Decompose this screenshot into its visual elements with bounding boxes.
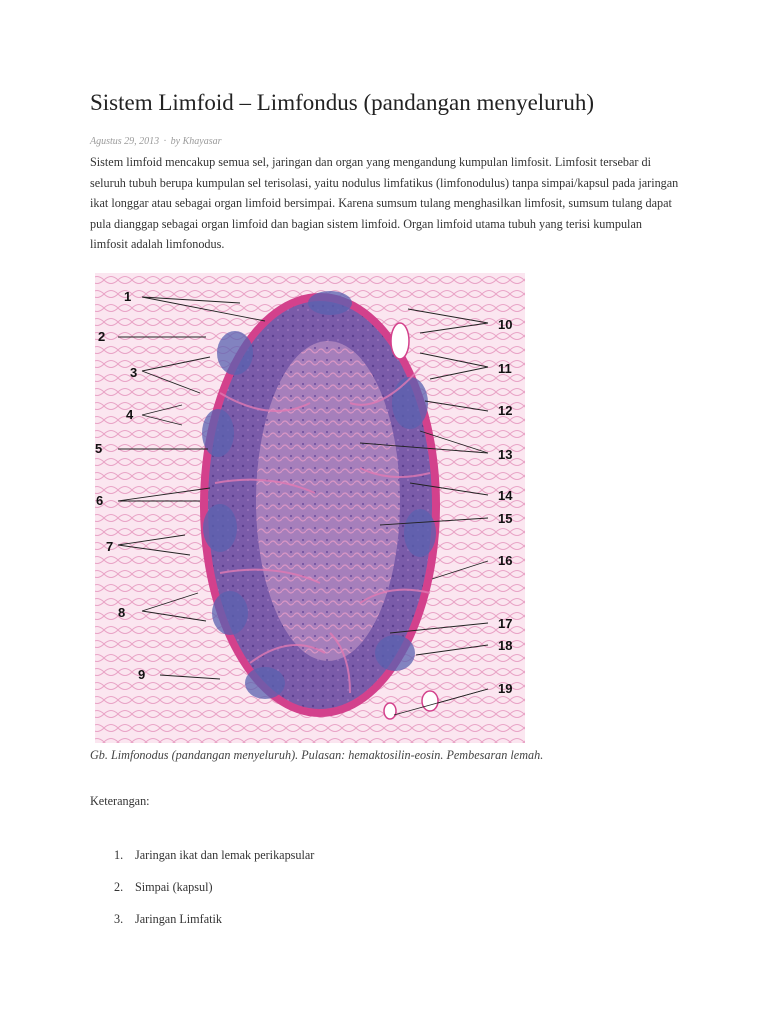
figure-label-3: 3 <box>130 365 138 380</box>
figure-label-10: 10 <box>498 317 513 332</box>
figure-label-16: 16 <box>498 553 513 568</box>
figure-label-15: 15 <box>498 511 513 526</box>
list-item <box>90 912 314 944</box>
figure-label-18: 18 <box>498 638 513 653</box>
figure-label-2: 2 <box>98 329 106 344</box>
list-item <box>90 880 314 912</box>
figure-label-8: 8 <box>118 605 126 620</box>
list-item-text: Jaringan ikat dan lemak perikapsular <box>135 848 315 862</box>
figure-label-11: 11 <box>498 361 512 376</box>
figure-label-1: 1 <box>124 289 132 304</box>
list-item-text: Jaringan Limfatik <box>135 912 222 926</box>
medulla <box>256 341 400 661</box>
article-body: Sistem limfoid mencakup semua sel, jaringan dan organ yang mengandung kumpulan limfosit. Limfosit tersebar di seluruh tubuh berupa kumpulan sel terisolasi, yaitu nodulus limfatikus (limfonodulus) tanpa simpai/kapsul pada jaringan ikat longgar atau sebagai organ limfoid bersimpai. Karena sumsum tulang menghasilkan limfosit, sumsum tulang dapat pula dianggap sebagai organ limfoid dan bagian sistem limfoid. Organ limfoid utama tubuh yang terisi kumpulan limfosit adalah limfonodus. <box>90 155 679 252</box>
keterangan-heading: Keterangan: <box>90 794 150 808</box>
figure-label-4: 4 <box>126 407 134 422</box>
article-author[interactable]: Khayasar <box>182 136 222 147</box>
article-meta <box>90 136 222 147</box>
figure-label-13: 13 <box>498 447 513 462</box>
meta-by: by <box>170 136 181 147</box>
list-item-number: 2. <box>114 880 124 894</box>
figure-caption: Gb. Limfonodus (pandangan menyeluruh). Pulasan: hemaktosilin-eosin. Pembesaran lemah. <box>90 748 544 762</box>
figure-label-19: 19 <box>498 681 513 696</box>
meta-separator: · <box>163 136 167 147</box>
figure-label-12: 12 <box>498 403 513 418</box>
list-item-number: 1. <box>114 848 124 862</box>
figure-label-14: 14 <box>498 488 513 503</box>
lymph-node-figure <box>90 273 530 743</box>
list-item <box>90 848 314 880</box>
figure-label-9: 9 <box>138 667 146 682</box>
list-item-text: Simpai (kapsul) <box>135 880 213 894</box>
article-title: Sistem Limfoid – Limfondus (pandangan menyeluruh) <box>90 90 594 115</box>
figure-label-6: 6 <box>96 493 104 508</box>
figure-label-17: 17 <box>498 616 513 631</box>
list-item-number: 3. <box>114 912 124 926</box>
figure-label-7: 7 <box>106 539 114 554</box>
figure-label-5: 5 <box>95 441 103 456</box>
legend-list <box>90 848 314 944</box>
article-date[interactable]: Agustus 29, 2013 <box>90 136 160 147</box>
lymph-node-illustration <box>90 273 530 743</box>
